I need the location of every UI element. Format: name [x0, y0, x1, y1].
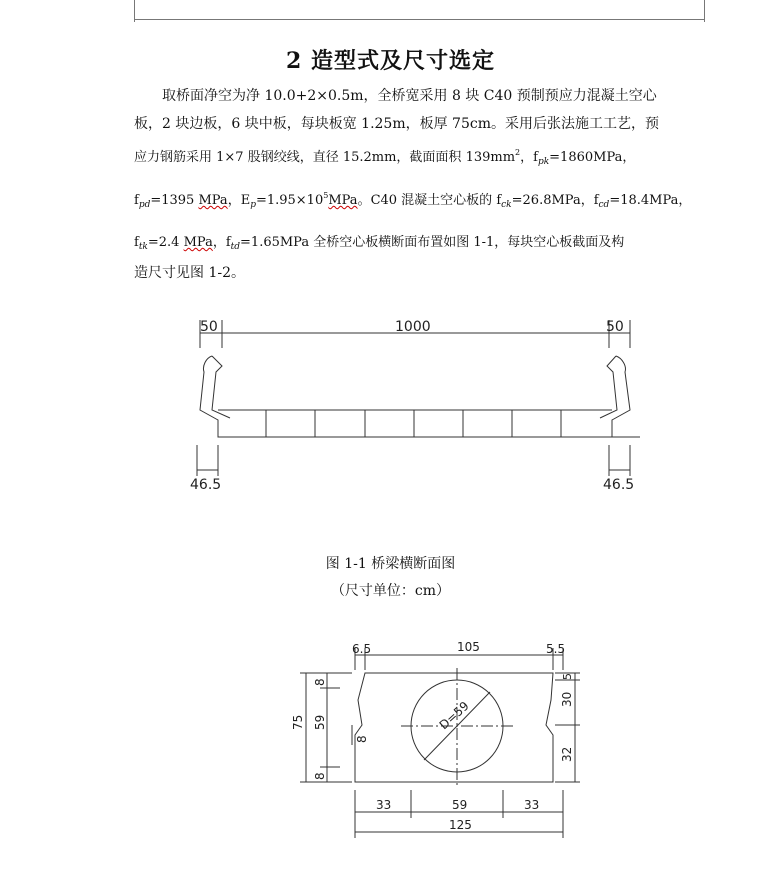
fig2-dim-bot-h: 8 [313, 772, 327, 780]
fig2-dim-bot-l: 33 [376, 798, 392, 812]
fig2-dim-inner-l: 8 [355, 735, 369, 743]
fig2-dim-right-top: 5 [561, 673, 574, 680]
fig2-dim-top-mid: 105 [457, 640, 480, 654]
fig2-circle-label: D=59 [436, 698, 472, 733]
fig2-dim-bot-r: 33 [524, 798, 540, 812]
figure-1-caption: 图 1-1 桥梁横断面图 [325, 556, 456, 572]
para-line-5: $f_{tk}=2.4$ MPa，$f_{td}=1.65MPa$ 全桥空心板横断面布置如图 1-1，每块空心板截面及构 [134, 235, 625, 252]
fig2-dim-right-32: 32 [560, 746, 574, 762]
fig1-dim-bottom-right: 46.5 [603, 477, 635, 493]
fig1-dim-bottom-left: 46.5 [190, 477, 222, 493]
para-line-6: 造尺寸见图 1-2。 [134, 265, 245, 281]
figure-1-unit-note: （尺寸单位：cm） [330, 583, 451, 599]
fig2-dim-top-right: 5.5 [546, 642, 566, 656]
para-line-4: $f_{pd}=1395$ MPa，$E_p=1.95\times 10^5MPa$。C40 混凝土空心板的 $f_{ck}=26.8MPa$，$f_{cd}=18.4MPa$， [134, 191, 692, 210]
fig2-dim-top-h: 8 [313, 678, 327, 686]
section-heading: 2 造型式及尺寸选定 [286, 48, 495, 74]
para-line-1: 取桥面净空为净 10.0+2×0.5m，全桥宽采用 8 块 C40 预制预应力混凝土空心 [162, 88, 657, 104]
fig2-dim-bot-m: 59 [452, 798, 468, 812]
fig1-dim-mid: 1000 [395, 319, 431, 335]
fig2-dim-right-30: 30 [560, 691, 574, 707]
para-line-3: 应力钢筋采用 1×7 股钢绞线，直径 15.2mm，截面面积 $139mm^2$，$f_{pk}=1860MPa$， [134, 148, 636, 167]
fig2-dim-total-w: 125 [449, 818, 472, 832]
fig1-dim-right: 50 [606, 319, 624, 335]
para-line-2: 板，2 块边板，6 块中板，每块板宽 1.25m，板厚 75cm。采用后张法施工工艺，预 [134, 116, 659, 132]
fig2-dim-top-left: 6.5 [352, 642, 372, 656]
figure-1-1 [197, 320, 640, 476]
fig2-dim-mid-h: 59 [313, 714, 327, 730]
fig1-dim-left: 50 [200, 319, 218, 335]
fig2-dim-total-h: 75 [291, 714, 305, 730]
